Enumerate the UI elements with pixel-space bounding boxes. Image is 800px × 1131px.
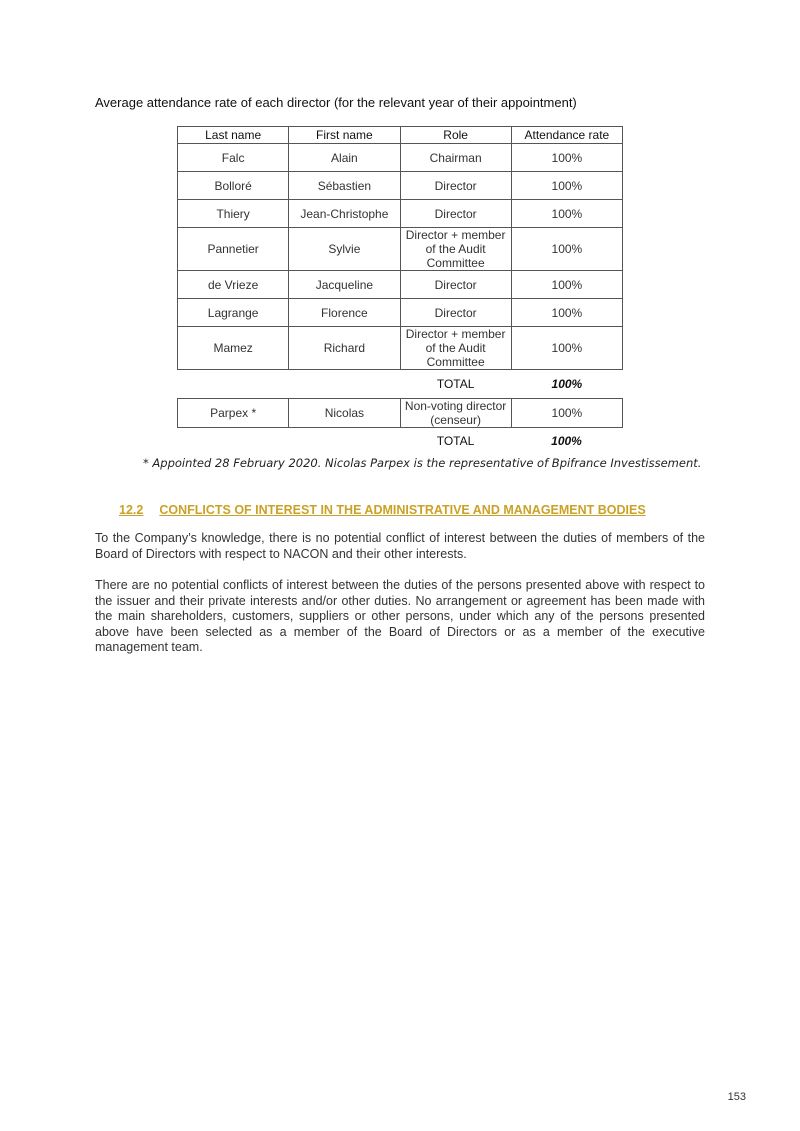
attendance-cell: 100% <box>511 399 622 428</box>
last-name-cell: Falc <box>178 144 289 172</box>
empty-cell <box>178 370 289 399</box>
last-name-cell: Thiery <box>178 200 289 228</box>
total-value: 100% <box>551 377 583 391</box>
page-number: 153 <box>727 1091 746 1103</box>
table-row <box>178 228 623 271</box>
first-name-cell: Jean-Christophe <box>289 200 400 228</box>
attendance-cell: 100% <box>511 200 622 228</box>
section-title <box>119 503 646 517</box>
footnote: * Appointed 28 February 2020. Nicolas Parpex is the representative of Bpifrance Investissement. <box>143 456 702 470</box>
table-header-row <box>178 127 623 144</box>
first-name-cell: Sébastien <box>289 172 400 200</box>
first-name-cell: Florence <box>289 299 400 327</box>
attendance-table <box>177 126 623 398</box>
paragraph: To the Company’s knowledge, there is no potential conflict of interest between the duties of members of the Board of Directors with respect to NACON and their other interests. <box>95 531 705 561</box>
section-number: 12.2 <box>119 503 144 517</box>
attendance-cell: 100% <box>511 144 622 172</box>
column-header: Last name <box>178 127 289 144</box>
empty-cell <box>289 370 400 399</box>
role-cell: Director + member of the Audit Committee <box>400 228 511 271</box>
table-row <box>178 172 623 200</box>
table-row <box>178 271 623 299</box>
column-header: First name <box>289 127 400 144</box>
attendance-cell: 100% <box>511 327 622 370</box>
role-cell: Director + member of the Audit Committee <box>400 327 511 370</box>
role-cell: Chairman <box>400 144 511 172</box>
first-name-cell: Sylvie <box>289 228 400 271</box>
section-heading: Average attendance rate of each director (for the relevant year of their appointment) <box>95 95 577 110</box>
table-row <box>178 399 623 428</box>
first-name-cell: Alain <box>289 144 400 172</box>
role-cell: Director <box>400 271 511 299</box>
first-name-cell: Richard <box>289 327 400 370</box>
role-cell: Non-voting director (censeur) <box>400 399 511 428</box>
table-row <box>178 144 623 172</box>
last-name-cell: Pannetier <box>178 228 289 271</box>
role-cell: Director <box>400 299 511 327</box>
last-name-cell: Bolloré <box>178 172 289 200</box>
first-name-cell: Jacqueline <box>289 271 400 299</box>
last-name-cell: Lagrange <box>178 299 289 327</box>
censeur-total-label: TOTAL <box>436 434 475 448</box>
last-name-cell: de Vrieze <box>178 271 289 299</box>
attendance-cell: 100% <box>511 299 622 327</box>
attendance-cell: 100% <box>511 228 622 271</box>
table-row <box>178 327 623 370</box>
first-name-cell: Nicolas <box>289 399 400 428</box>
table-row <box>178 200 623 228</box>
total-label: TOTAL <box>436 377 475 391</box>
censeur-total-value: 100% <box>551 434 582 448</box>
section-title-text: CONFLICTS OF INTEREST IN THE ADMINISTRATIVE AND MANAGEMENT BODIES <box>159 503 646 517</box>
censeur-table <box>177 398 623 428</box>
role-cell: Director <box>400 200 511 228</box>
table-row <box>178 299 623 327</box>
paragraph: There are no potential conflicts of interest between the duties of the persons presented above with respect to the issuer and their private interests and/or other duties. No arrangement or agreement has been made with the main shareholders, customers, suppliers or other persons, under which any of the persons presented above have been selected as a member of the Board of Directors or as a member of the executive management team. <box>95 578 705 654</box>
column-header: Role <box>400 127 511 144</box>
attendance-cell: 100% <box>511 271 622 299</box>
last-name-cell: Parpex * <box>178 399 289 428</box>
role-cell: Director <box>400 172 511 200</box>
last-name-cell: Mamez <box>178 327 289 370</box>
attendance-cell: 100% <box>511 172 622 200</box>
column-header: Attendance rate <box>511 127 622 144</box>
total-row <box>178 370 623 399</box>
